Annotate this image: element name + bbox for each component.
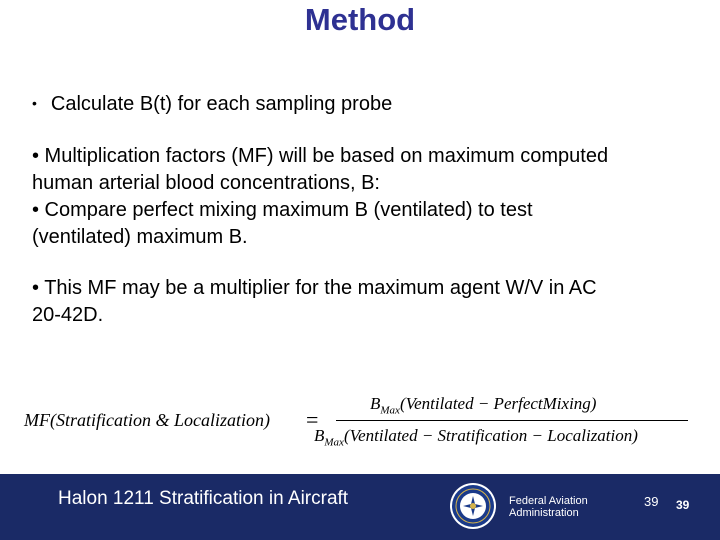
bullet-block-mf-multiplier [32, 275, 697, 329]
page-number-bold: 39 [676, 498, 690, 512]
text-line: 20-42D. [32, 304, 104, 326]
formula-denominator: $B_{Max}(Ventilated$ − Stratification − Localization) [314, 426, 638, 449]
bullet-text: Calculate B(t) for each sampling probe [50, 93, 393, 115]
bullet-calculate [32, 90, 697, 118]
faa-line2: Administration [509, 507, 579, 519]
footer-bar [0, 474, 720, 540]
fraction-bar [336, 420, 688, 421]
formula-lhs: MF(Stratification & Localization) [24, 410, 270, 430]
mf-formula [24, 390, 694, 450]
page-number: 39 [644, 494, 659, 509]
footer-title: Halon 1211 Stratification in Aircraft [58, 488, 349, 509]
faa-seal-icon [449, 482, 497, 530]
bullet-block-multiplication [32, 143, 697, 251]
text-line: • Compare perfect mixing maximum B (ventilated) to test [32, 199, 533, 221]
formula-numerator: $B_{Max}(Ventilated$ − PerfectMixing) [370, 394, 597, 417]
text-line: • This MF may be a multiplier for the maximum agent W/V in AC [32, 277, 597, 299]
faa-name [509, 495, 588, 519]
text-line: • Multiplication factors (MF) will be based on maximum computed [32, 145, 609, 167]
text-line: human arterial blood concentrations, B: [32, 172, 380, 194]
bullet-marker: • [32, 95, 37, 111]
text-line: (ventilated) maximum B. [32, 226, 248, 248]
formula-equals: = [306, 407, 319, 432]
slide-title: Method [304, 2, 416, 37]
faa-line1: Federal Aviation [509, 495, 588, 507]
